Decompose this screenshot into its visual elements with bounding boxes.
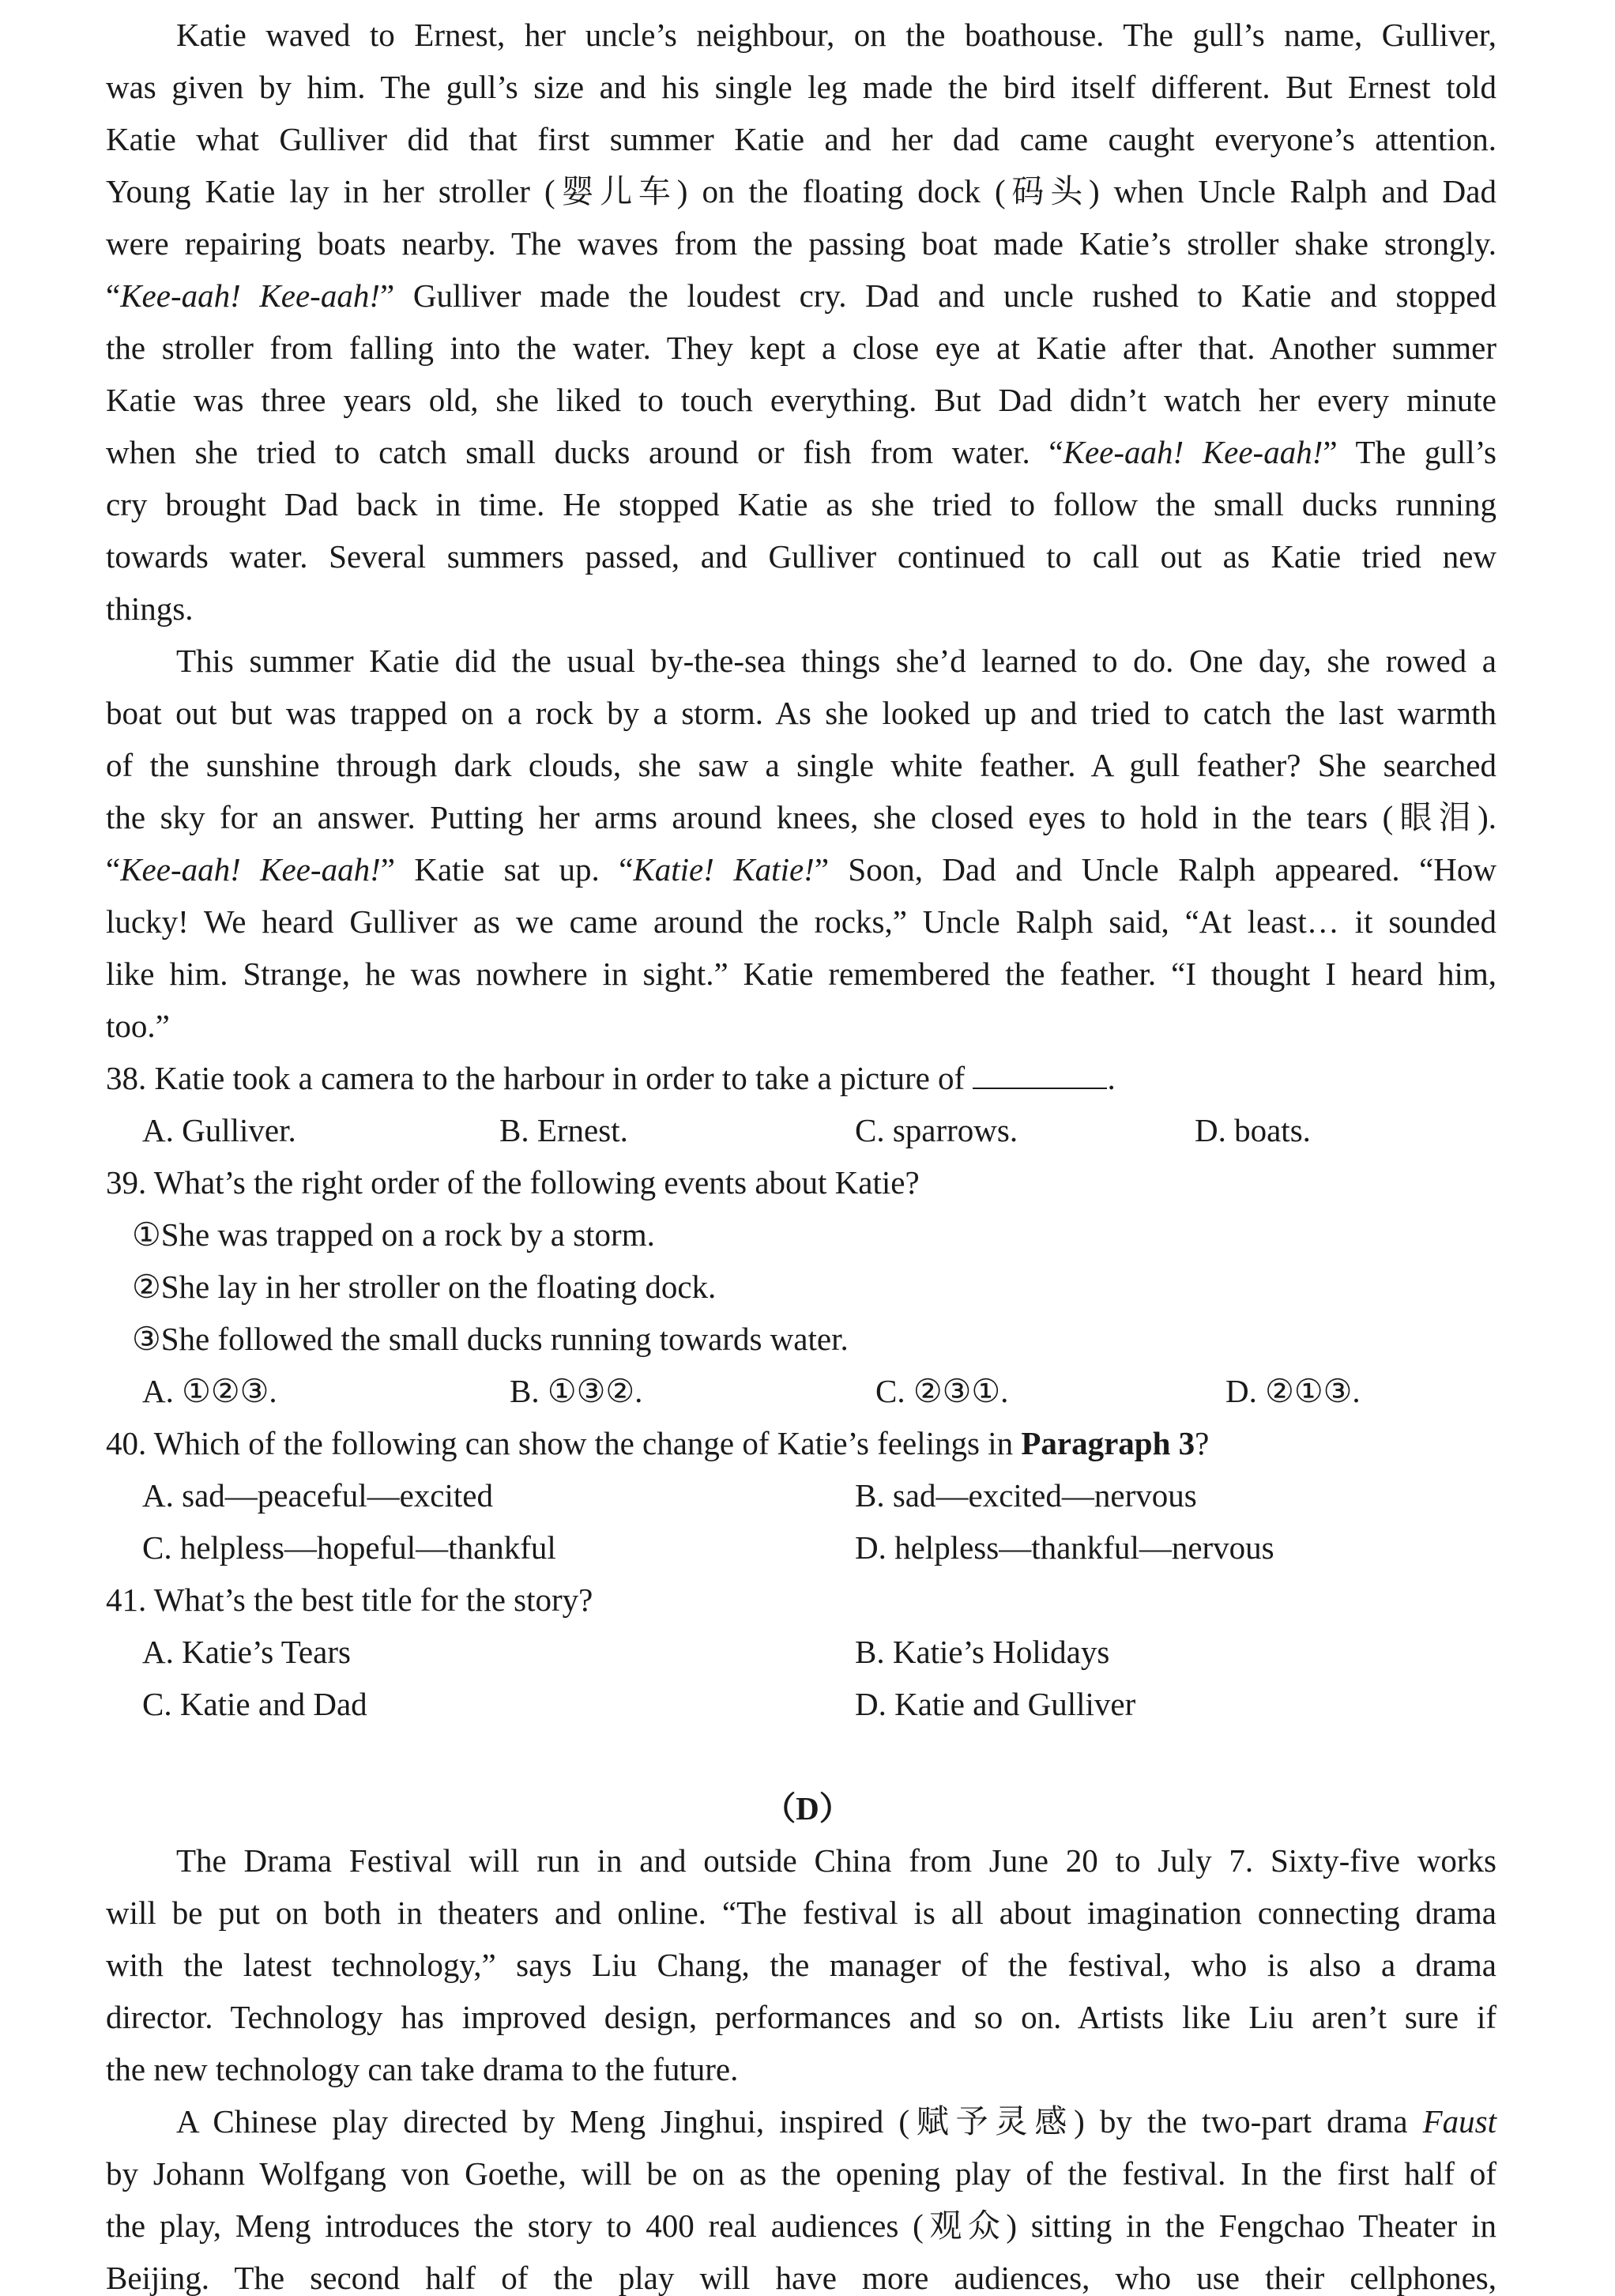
q38-option-c: C. sparrows. xyxy=(855,1112,1018,1148)
q39-option-a: A. ①②③. xyxy=(142,1373,277,1409)
story-line: when she tried to catch small ducks around or fish from water. “Kee-aah! Kee-aah!” The gull’s xyxy=(106,434,1496,470)
story-line: This summer Katie did the usual by-the-sea things she’d learned to do. One day, she rowed a xyxy=(176,643,1496,679)
q41-option-d: D. Katie and Gulliver xyxy=(855,1686,1136,1722)
story-line: cry brought Dad back in time. He stopped Katie as she tried to follow the small ducks running xyxy=(106,486,1496,522)
passage-line: director. Technology has improved design, performances and so on. Artists like Liu aren’t sure if xyxy=(106,1999,1496,2035)
passage-line: Beijing. The second half of the play will have more audiences, who use their cellphones, xyxy=(106,2260,1496,2296)
story-line: Katie what Gulliver did that first summer Katie and her dad came caught everyone’s attention. xyxy=(106,121,1496,157)
q40-option-d: D. helpless—thankful—nervous xyxy=(855,1529,1274,1566)
question-text: 38. Katie took a camera to the harbour in order to take a picture of xyxy=(106,1060,973,1096)
passage-line: The Drama Festival will run in and outside China from June 20 to July 7. Sixty-five works xyxy=(176,1842,1496,1879)
q38-option-a: A. Gulliver. xyxy=(142,1112,296,1148)
passage-line: A Chinese play directed by Meng Jinghui, inspired (赋予灵感) by the two-part drama Faust xyxy=(176,2103,1496,2140)
question-text: . xyxy=(1107,1060,1116,1096)
story-line: Katie waved to Ernest, her uncle’s neighbour, on the boathouse. The gull’s name, Gulliver, xyxy=(176,17,1496,53)
q39-option-c: C. ②③①. xyxy=(875,1373,1009,1409)
q40-option-c: C. helpless—hopeful—thankful xyxy=(142,1529,556,1566)
passage-line: with the latest technology,” says Liu Chang, the manager of the festival, who is also a drama xyxy=(106,1947,1496,1983)
section-title: （D） xyxy=(763,1790,852,1827)
story-line: of the sunshine through dark clouds, she saw a single white feather. A gull feather? She searched xyxy=(106,747,1496,783)
question-41-stem: 41. What’s the best title for the story? xyxy=(106,1582,593,1618)
story-line: Katie was three years old, she liked to touch everything. But Dad didn’t watch her every minute xyxy=(106,382,1496,418)
q39-event: ①She was trapped on a rock by a storm. xyxy=(132,1216,655,1253)
story-line: “Kee-aah! Kee-aah!” Katie sat up. “Katie! Katie!” Soon, Dad and Uncle Ralph appeared. “How xyxy=(106,851,1496,888)
q38-option-b: B. Ernest. xyxy=(499,1112,628,1148)
passage-line: the new technology can take drama to the future. xyxy=(106,2051,739,2087)
story-line: towards water. Several summers passed, and Gulliver continued to call out as Katie tried new xyxy=(106,538,1496,575)
q40-option-a: A. sad—peaceful—excited xyxy=(142,1477,493,1514)
story-line: “Kee-aah! Kee-aah!” Gulliver made the loudest cry. Dad and uncle rushed to Katie and stopped xyxy=(106,277,1496,314)
q39-event: ②She lay in her stroller on the floating dock. xyxy=(132,1269,717,1305)
story-line: like him. Strange, he was nowhere in sight.” Katie remembered the feather. “I thought I heard him, xyxy=(106,956,1496,992)
answer-blank xyxy=(973,1064,1107,1089)
question-38-stem xyxy=(106,1062,1116,1095)
story-line: boat out but was trapped on a rock by a storm. As she looked up and tried to catch the last warmth xyxy=(106,695,1496,731)
q39-event: ③She followed the small ducks running towards water. xyxy=(132,1321,849,1357)
story-line: the stroller from falling into the water. They kept a close eye at Katie after that. Another summer xyxy=(106,330,1496,366)
q39-option-d: D. ②①③. xyxy=(1225,1373,1361,1409)
story-line: was given by him. The gull’s size and his single leg made the bird itself different. But Ernest told xyxy=(106,69,1496,105)
passage-line: the play, Meng introduces the story to 400 real audiences (观众) sitting in the Fengchao Theater in xyxy=(106,2207,1496,2244)
story-line: lucky! We heard Gulliver as we came around the rocks,” Uncle Ralph said, “At least… it sounded xyxy=(106,903,1496,940)
q40-option-b: B. sad—excited—nervous xyxy=(855,1477,1197,1514)
question-emphasis: Paragraph 3 xyxy=(1021,1425,1195,1461)
q39-option-b: B. ①③②. xyxy=(510,1373,643,1409)
question-text: 40. Which of the following can show the change of Katie’s feelings in xyxy=(106,1425,1022,1461)
story-line: the sky for an answer. Putting her arms around knees, she closed eyes to hold in the tears (眼泪). xyxy=(106,799,1496,835)
q41-option-c: C. Katie and Dad xyxy=(142,1686,367,1722)
passage-line: will be put on both in theaters and online. “The festival is all about imagination connecting drama xyxy=(106,1894,1496,1931)
passage-line: by Johann Wolfgang von Goethe, will be on as the opening play of the festival. In the first half of xyxy=(106,2155,1496,2192)
question-39-stem: 39. What’s the right order of the following events about Katie? xyxy=(106,1164,920,1201)
question-40-stem xyxy=(106,1427,1209,1460)
story-line: Young Katie lay in her stroller (婴儿车) on the floating dock (码头) when Uncle Ralph and Dad xyxy=(106,173,1496,209)
q41-option-a: A. Katie’s Tears xyxy=(142,1634,351,1670)
story-line: things. xyxy=(106,590,194,627)
question-text: ? xyxy=(1195,1425,1210,1461)
story-line: were repairing boats nearby. The waves from the passing boat made Katie’s stroller shake strongly. xyxy=(106,225,1496,262)
q41-option-b: B. Katie’s Holidays xyxy=(855,1634,1110,1670)
q38-option-d: D. boats. xyxy=(1195,1112,1311,1148)
story-line: too.” xyxy=(106,1008,170,1044)
